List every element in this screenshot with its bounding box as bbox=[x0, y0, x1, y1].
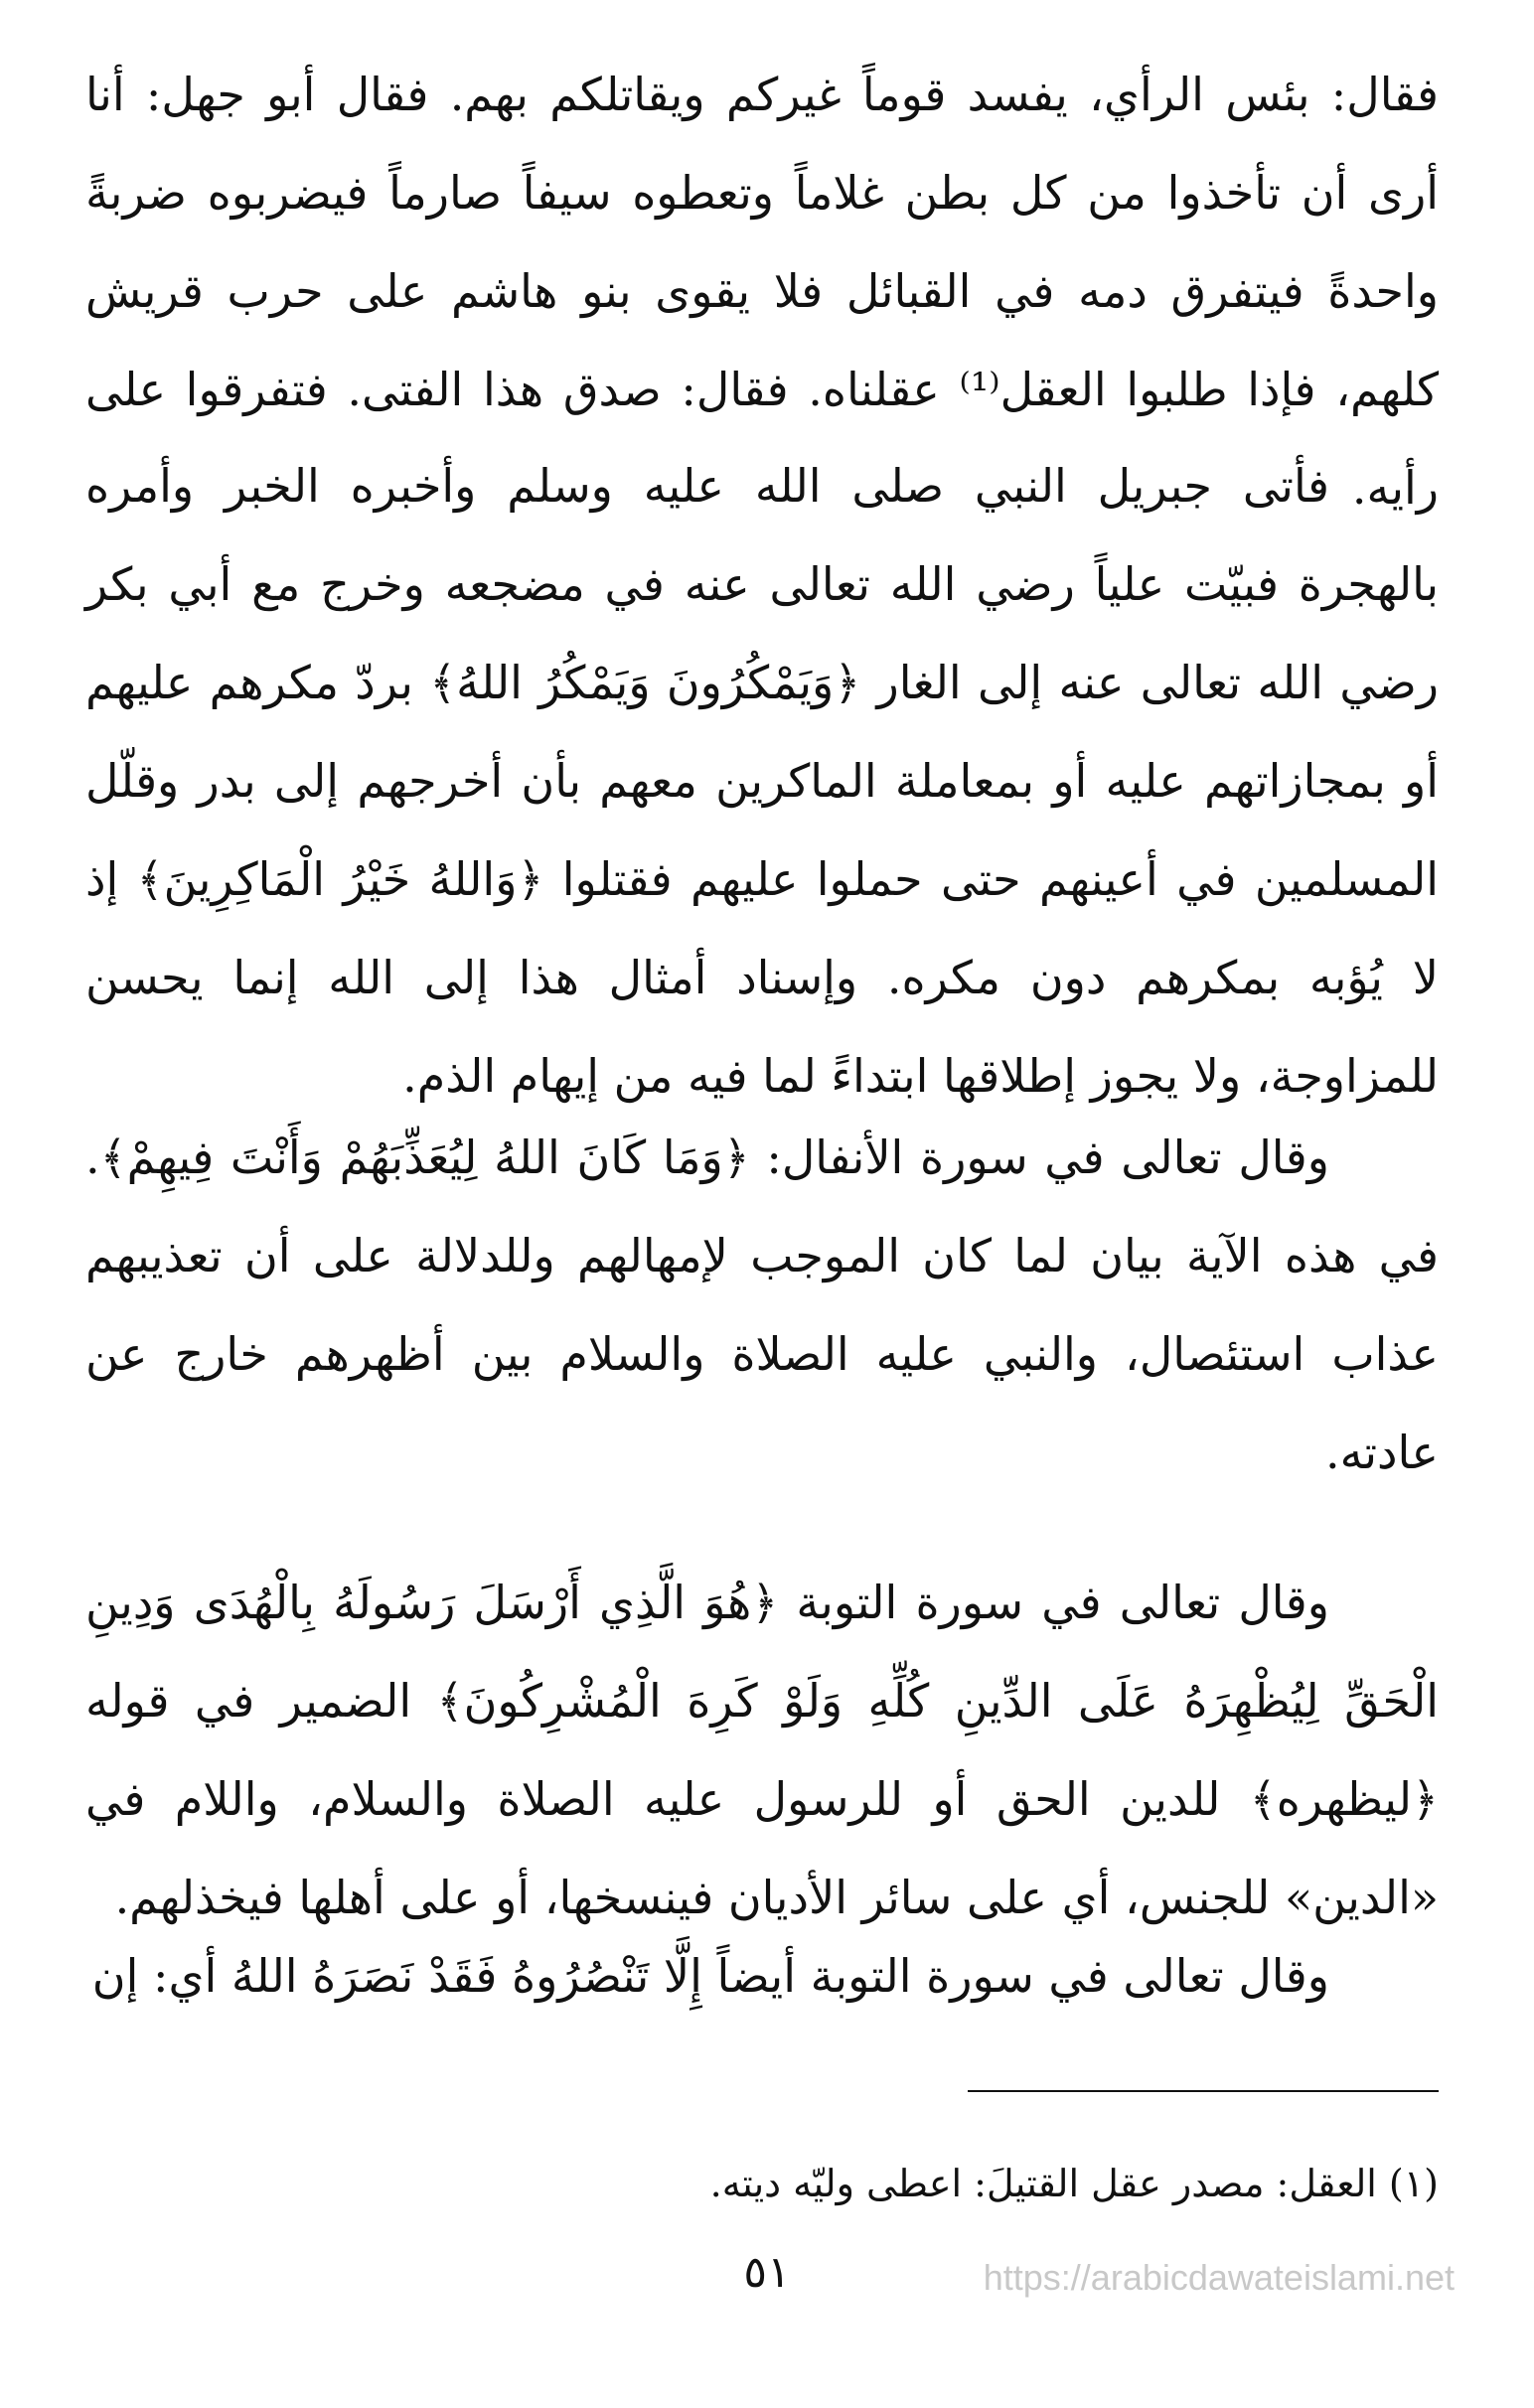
paragraph-4: وقال تعالى في سورة التوبة ﴿هُوَ الَّذِي أَرْسَلَ رَسُولَهُ بِالْهُدَى وَدِينِ الْحَقِّ لِيُظْهِرَهُ عَلَى الدِّينِ كُلِّهِ وَلَوْ كَرِهَ الْمُشْرِكُونَ﴾ الضمير في قوله ﴿ليظهره﴾ للدين الحق أو للرسول عليه الصلاة والسلام، واللام في «الدين» للجنس، أي على سائر الأديان فينسخها، أو على أهلها فيخذلهم. bbox=[85, 1576, 1439, 1924]
paragraph-1: فقال: بئس الرأي، يفسد قوماً غيركم ويقاتلكم بهم. فقال أبو جهل: أنا أرى أن تأخذوا من كل بطن غلاماً وتعطوه سيفاً صارماً فيضربوه ضربةً واحدةً فيتفرق دمه في القبائل فلا يقوى بنو هاشم على حرب قريش كلهم، فإذا طلبوا العقل⁽¹⁾ عقلناه. فقال: صدق هذا الفتى. فتفرقوا على رأيه. bbox=[85, 68, 1439, 515]
page-number: ٥١ bbox=[743, 2247, 791, 2298]
footnote: (١) العقل: مصدر عقل القتيلَ: اعطى وليّه ديته. bbox=[709, 2162, 1439, 2205]
paragraph-2: فأتى جبريل النبي صلى الله عليه وسلم وأخبره الخبر وأمره بالهجرة فبيّت علياً رضي الله تعالى عنه في مضجعه وخرج مع أبي بكر رضي الله تعالى عنه إلى الغار ﴿وَيَمْكُرُونَ وَيَمْكُرُ اللهُ﴾ بردّ مكرهم عليهم أو بمجازاتهم عليه أو بمعاملة الماكرين معهم بأن أخرجهم إلى بدر وقلّل المسلمين في أعينهم حتى حملوا عليهم فقتلوا ﴿وَاللهُ خَيْرُ الْمَاكِرِينَ﴾ إذ لا يُؤبه بمكرهم دون مكره. وإسناد أمثال هذا إلى الله إنما يحسن للمزاوجة، ولا يجوز إطلاقها ابتداءً لما فيه من إيهام الذم. bbox=[85, 459, 1439, 1103]
paragraph-3: وقال تعالى في سورة الأنفال: ﴿وَمَا كَانَ اللهُ لِيُعَذِّبَهُمْ وَأَنْتَ فِيهِمْ﴾. في هذه الآية بيان لما كان الموجب لإمهالهم وللدلالة على أن تعذيبهم عذاب استئصال، والنبي عليه الصلاة والسلام بين أظهرهم خارج عن عادته. bbox=[85, 1130, 1439, 1479]
paragraph-5: وقال تعالى في سورة التوبة أيضاً إِلَّا تَنْصُرُوهُ فَقَدْ نَصَرَهُ اللهُ أي: إن bbox=[91, 1949, 1329, 2003]
footnote-divider bbox=[968, 2090, 1439, 2092]
watermark-url: https://arabicdawateislami.net bbox=[983, 2257, 1455, 2298]
